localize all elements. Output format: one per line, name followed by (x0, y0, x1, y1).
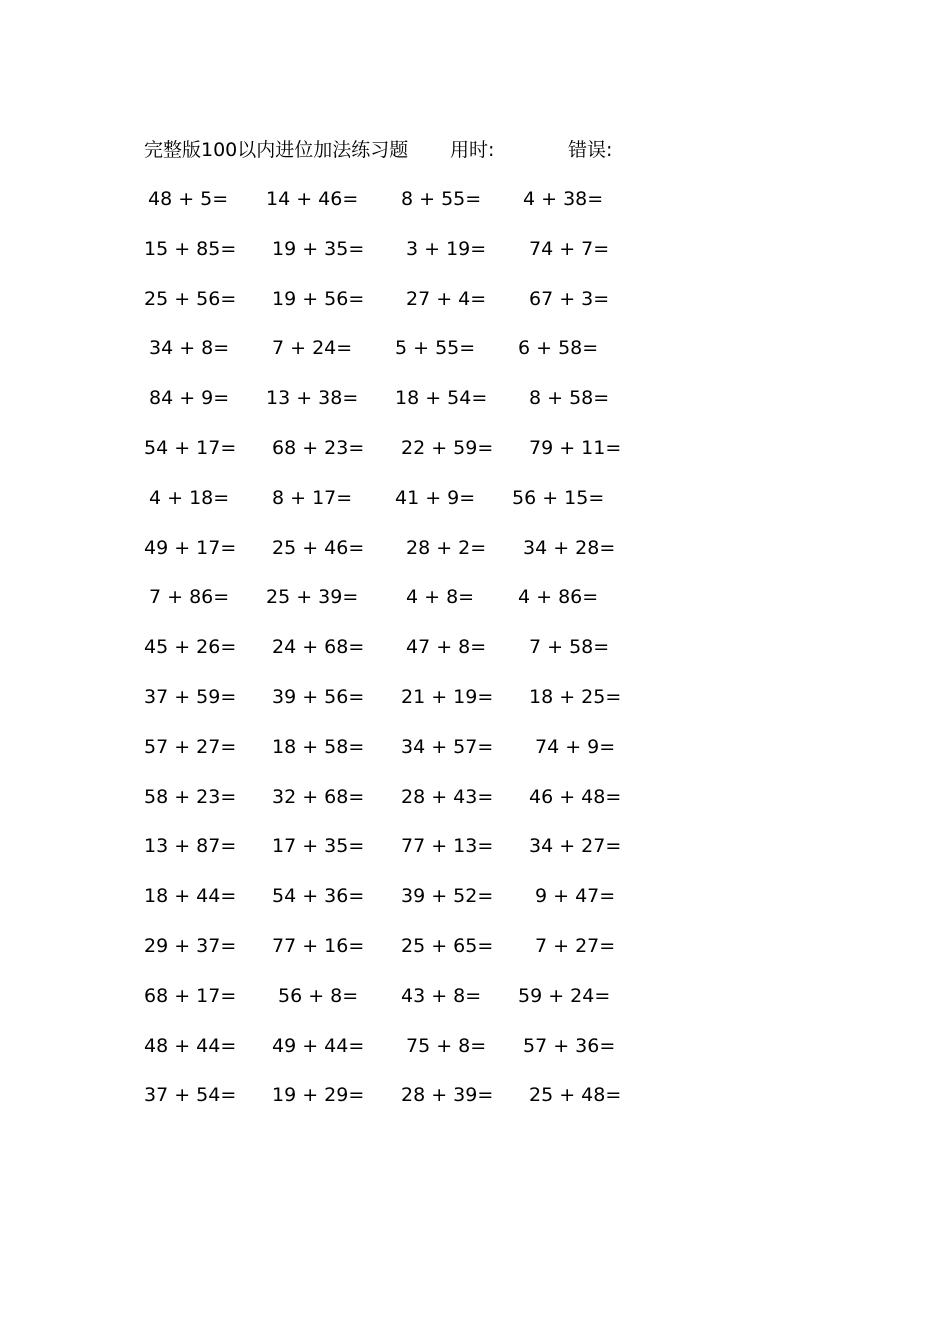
problem-r13-c1: 58 + 23= (144, 786, 237, 808)
problem-r19-c1: 37 + 54= (144, 1084, 237, 1106)
problem-r14-c4: 34 + 27= (529, 835, 622, 857)
problem-r14-c3: 77 + 13= (401, 835, 494, 857)
problem-r6-c4: 79 + 11= (529, 437, 622, 459)
error-label: 错误: (568, 139, 613, 161)
problem-r15-c2: 54 + 36= (272, 885, 365, 907)
problem-r15-c1: 18 + 44= (144, 885, 237, 907)
problem-r2-c3: 3 + 19= (406, 238, 487, 260)
problem-r1-c2: 14 + 46= (266, 188, 359, 210)
problem-r7-c2: 8 + 17= (272, 487, 353, 509)
problem-r17-c3: 43 + 8= (401, 985, 482, 1007)
problem-r13-c4: 46 + 48= (529, 786, 622, 808)
problem-r4-c2: 7 + 24= (272, 337, 353, 359)
problem-r17-c2: 56 + 8= (278, 985, 359, 1007)
problem-r17-c1: 68 + 17= (144, 985, 237, 1007)
problem-r7-c3: 41 + 9= (395, 487, 476, 509)
problem-r8-c2: 25 + 46= (272, 537, 365, 559)
problem-r15-c4: 9 + 47= (535, 885, 616, 907)
problem-r12-c4: 74 + 9= (535, 736, 616, 758)
problem-r10-c2: 24 + 68= (272, 636, 365, 658)
problem-r13-c2: 32 + 68= (272, 786, 365, 808)
problem-r12-c1: 57 + 27= (144, 736, 237, 758)
problem-r10-c4: 7 + 58= (529, 636, 610, 658)
problem-r14-c1: 13 + 87= (144, 835, 237, 857)
problem-r18-c2: 49 + 44= (272, 1035, 365, 1057)
problem-r19-c3: 28 + 39= (401, 1084, 494, 1106)
problem-r4-c3: 5 + 55= (395, 337, 476, 359)
problem-r6-c2: 68 + 23= (272, 437, 365, 459)
time-label: 用时: (450, 139, 495, 161)
problem-r5-c3: 18 + 54= (395, 387, 488, 409)
problem-r3-c3: 27 + 4= (406, 288, 487, 310)
problem-r14-c2: 17 + 35= (272, 835, 365, 857)
problem-r12-c3: 34 + 57= (401, 736, 494, 758)
problem-r9-c3: 4 + 8= (406, 586, 475, 608)
problem-r7-c4: 56 + 15= (512, 487, 605, 509)
problem-r3-c1: 25 + 56= (144, 288, 237, 310)
problem-r10-c1: 45 + 26= (144, 636, 237, 658)
problem-r11-c4: 18 + 25= (529, 686, 622, 708)
problem-r11-c1: 37 + 59= (144, 686, 237, 708)
problem-r11-c3: 21 + 19= (401, 686, 494, 708)
problem-r5-c1: 84 + 9= (149, 387, 230, 409)
problem-r8-c1: 49 + 17= (144, 537, 237, 559)
problem-r16-c4: 7 + 27= (535, 935, 616, 957)
problem-r9-c4: 4 + 86= (518, 586, 599, 608)
problem-r1-c1: 48 + 5= (148, 188, 229, 210)
problem-r4-c1: 34 + 8= (149, 337, 230, 359)
problem-r19-c2: 19 + 29= (272, 1084, 365, 1106)
problem-r3-c4: 67 + 3= (529, 288, 610, 310)
problem-r9-c1: 7 + 86= (149, 586, 230, 608)
problem-r18-c3: 75 + 8= (406, 1035, 487, 1057)
problem-r9-c2: 25 + 39= (266, 586, 359, 608)
problem-r11-c2: 39 + 56= (272, 686, 365, 708)
problem-r10-c3: 47 + 8= (406, 636, 487, 658)
problem-r19-c4: 25 + 48= (529, 1084, 622, 1106)
problem-r3-c2: 19 + 56= (272, 288, 365, 310)
worksheet-title: 完整版100以内进位加法练习题 (144, 139, 409, 161)
problem-r1-c3: 8 + 55= (401, 188, 482, 210)
problem-r13-c3: 28 + 43= (401, 786, 494, 808)
problem-r5-c2: 13 + 38= (266, 387, 359, 409)
problem-r7-c1: 4 + 18= (149, 487, 230, 509)
problem-r17-c4: 59 + 24= (518, 985, 611, 1007)
problem-r5-c4: 8 + 58= (529, 387, 610, 409)
problem-r2-c1: 15 + 85= (144, 238, 237, 260)
problem-r16-c1: 29 + 37= (144, 935, 237, 957)
problem-r16-c3: 25 + 65= (401, 935, 494, 957)
problem-r18-c4: 57 + 36= (523, 1035, 616, 1057)
problem-r8-c4: 34 + 28= (523, 537, 616, 559)
problem-r4-c4: 6 + 58= (518, 337, 599, 359)
problem-r6-c3: 22 + 59= (401, 437, 494, 459)
problem-r15-c3: 39 + 52= (401, 885, 494, 907)
problem-r18-c1: 48 + 44= (144, 1035, 237, 1057)
problem-r6-c1: 54 + 17= (144, 437, 237, 459)
problem-r1-c4: 4 + 38= (523, 188, 604, 210)
problem-r12-c2: 18 + 58= (272, 736, 365, 758)
problem-r2-c4: 74 + 7= (529, 238, 610, 260)
problem-r2-c2: 19 + 35= (272, 238, 365, 260)
problem-r8-c3: 28 + 2= (406, 537, 487, 559)
problem-r16-c2: 77 + 16= (272, 935, 365, 957)
